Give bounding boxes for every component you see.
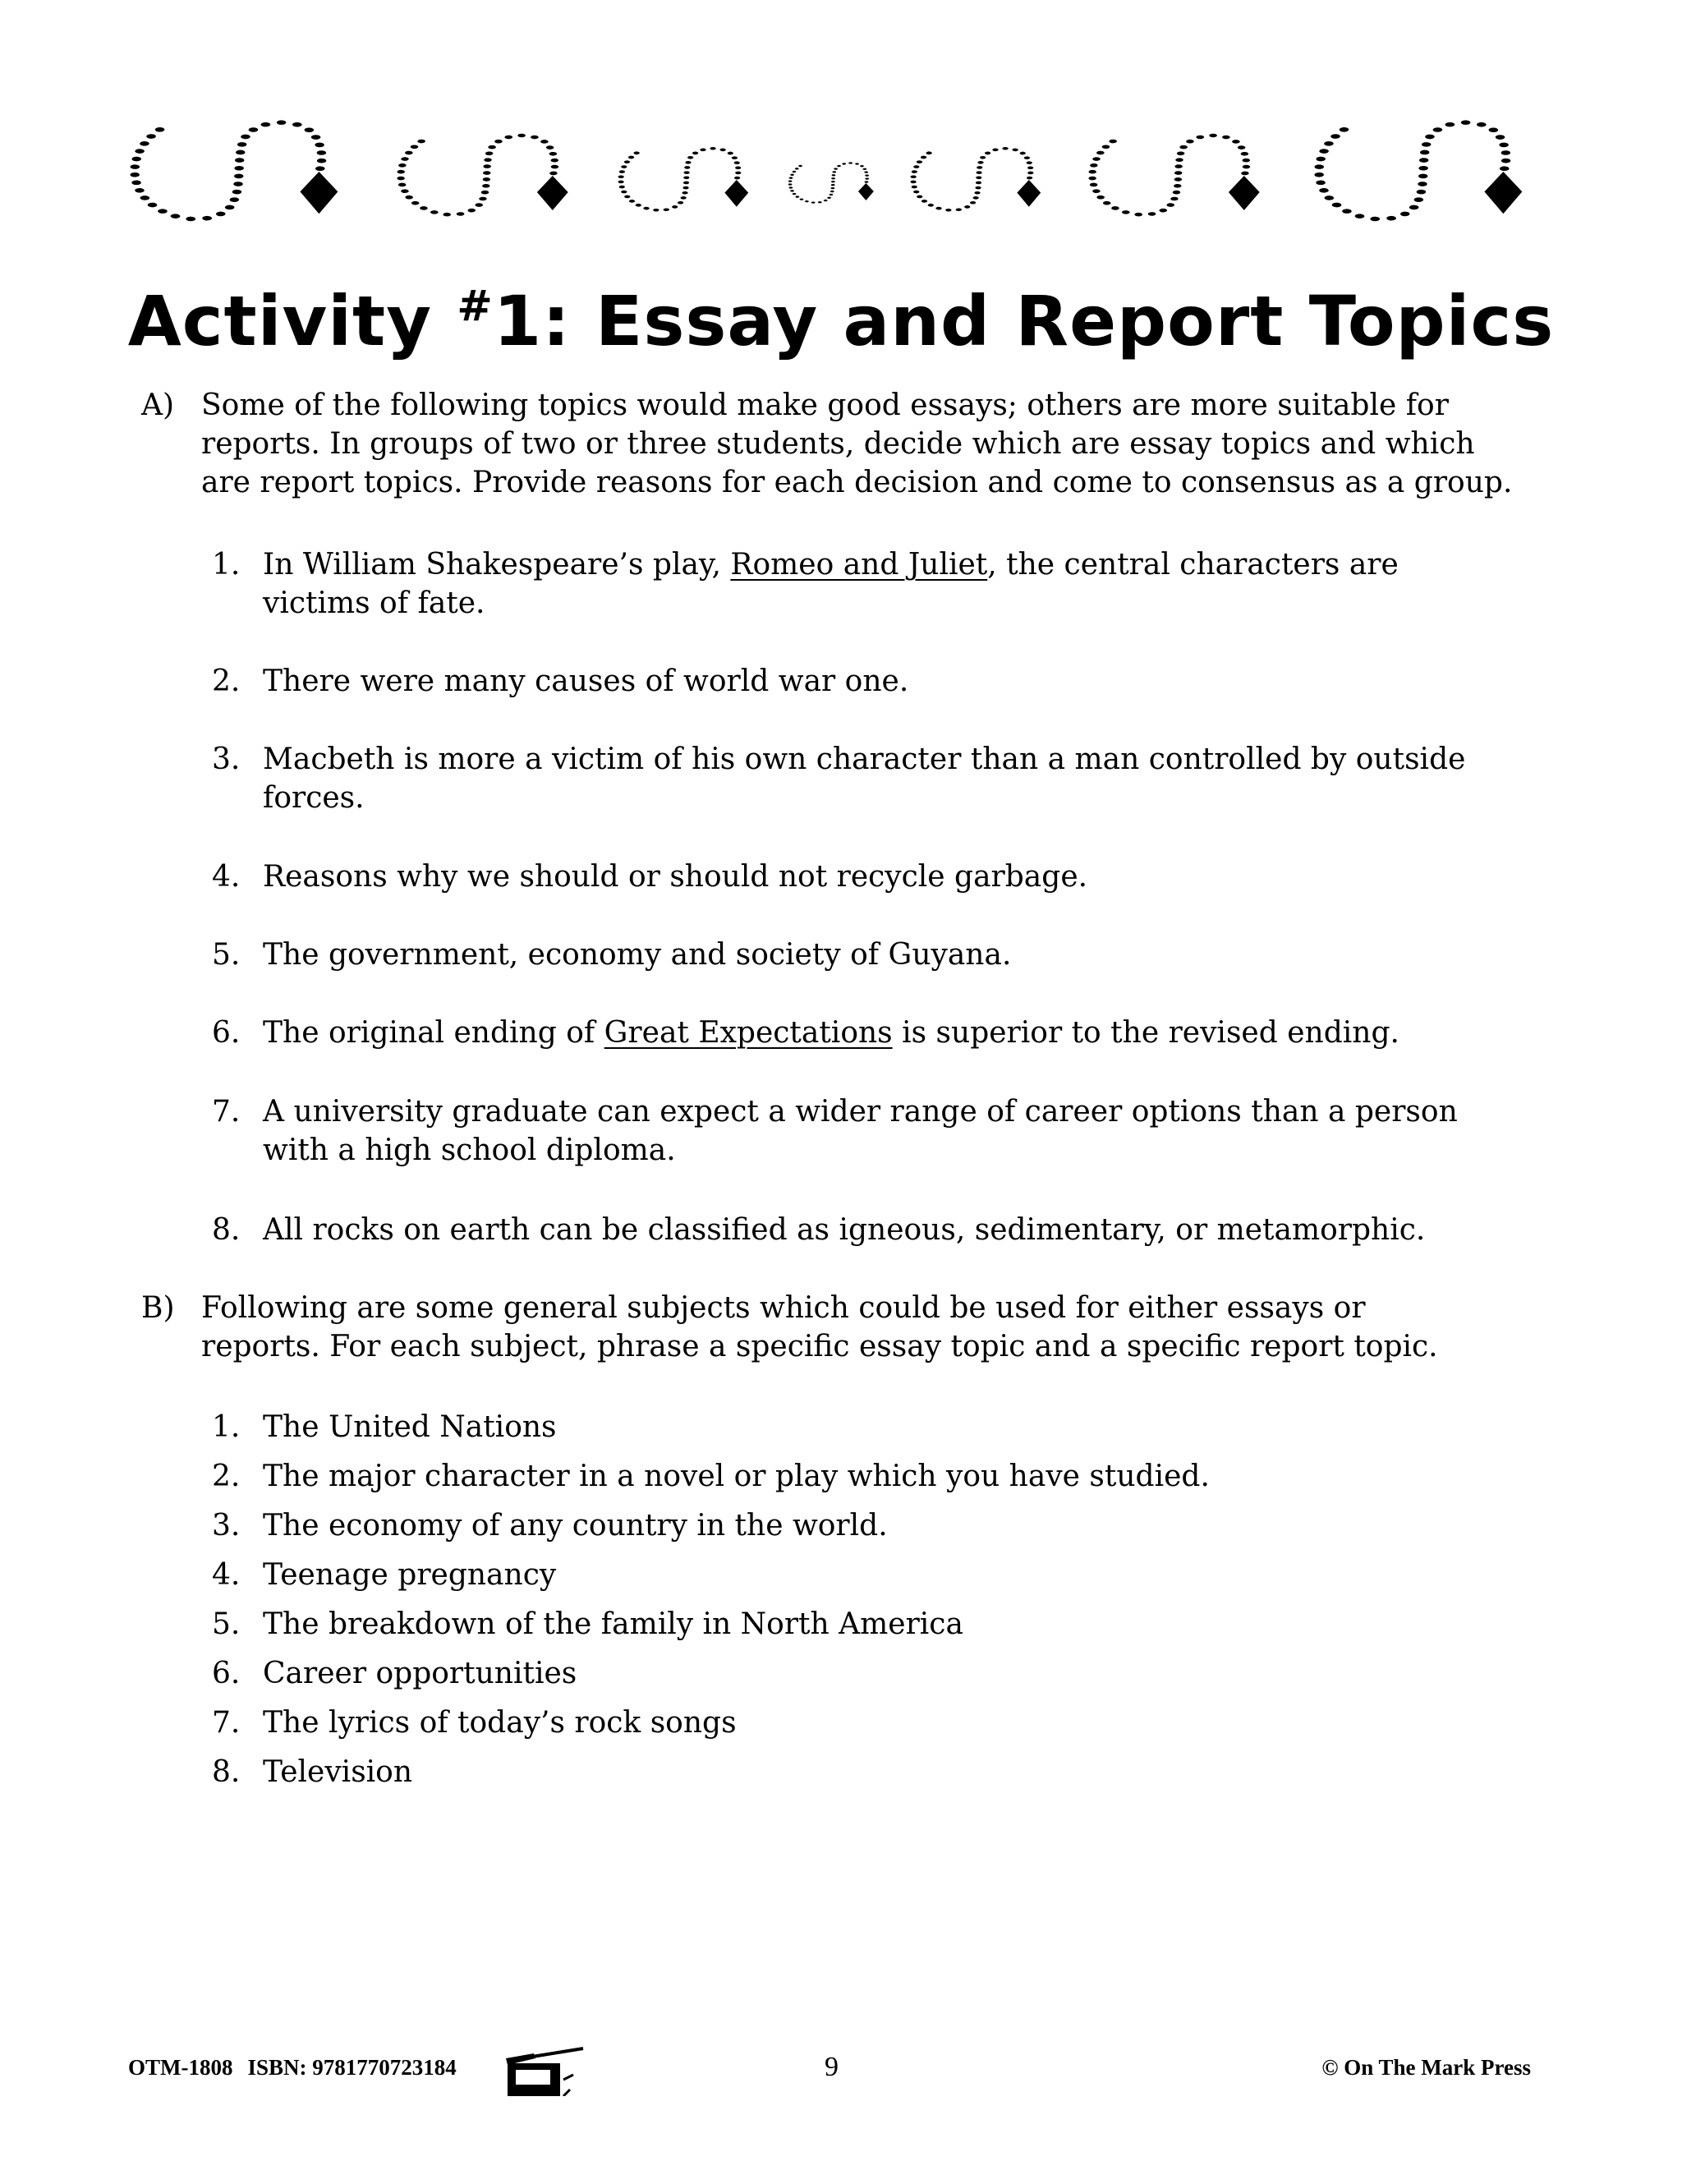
item-number: 5.: [212, 938, 241, 972]
item-text: The economy of any country in the world.: [263, 1509, 888, 1543]
decorative-border: [0, 115, 1682, 246]
item-text-line1: A university graduate can expect a wider range of career options than a person: [263, 1095, 1458, 1129]
item-text-line1: Macbeth is more a victim of his own character than a man controlled by outside: [263, 743, 1466, 776]
item-number: 4.: [212, 1558, 241, 1592]
item-text: Career opportunities: [263, 1657, 577, 1690]
item-text: [263, 545, 1399, 623]
section-a-label: A): [141, 389, 175, 422]
curve-2: [401, 136, 568, 214]
item-number: 5.: [212, 1607, 241, 1641]
item-number: 1.: [212, 548, 241, 582]
title-rest: 1: Essay and Report Topics: [493, 281, 1555, 361]
item-text: There were many causes of world war one.: [263, 664, 909, 698]
instruction-line: Some of the following topics would make good essays; others are more suitable for: [201, 389, 1449, 422]
item-number: 2.: [212, 664, 241, 698]
instruction-line: reports. In groups of two or three students, decide which are essay topics and which: [201, 427, 1475, 461]
item-text-line2: forces.: [263, 781, 365, 815]
section-a-instructions: [201, 386, 1548, 502]
item-text: Television: [263, 1755, 413, 1789]
item-number: 1.: [212, 1410, 241, 1444]
item-text: Reasons why we should or should not recycle garbage.: [263, 860, 1088, 894]
page-footer: [0, 2047, 1682, 2096]
item-number: 6.: [212, 1016, 241, 1050]
curve-1: [135, 122, 338, 219]
item-text: [263, 1014, 1399, 1052]
text-segment: is superior to the revised ending.: [892, 1016, 1399, 1050]
title-prefix: Activity: [127, 281, 457, 361]
text-segment: , the central characters are: [987, 548, 1399, 582]
underlined-title: Great Expectations: [604, 1016, 893, 1050]
curve-7: [1319, 122, 1522, 219]
item-text: The breakdown of the family in North America: [263, 1607, 963, 1641]
underlined-title: Romeo and Juliet: [730, 548, 988, 582]
page-number: 9: [825, 2052, 839, 2082]
item-text: Teenage pregnancy: [263, 1558, 557, 1592]
page-title: [0, 261, 1682, 366]
text-segment: The original ending of: [263, 1016, 604, 1050]
item-text: The major character in a novel or play which you have studied.: [263, 1460, 1210, 1493]
curve-3: [621, 149, 748, 210]
footer-publication-info: [128, 2055, 471, 2081]
item-number: 8.: [212, 1755, 241, 1789]
item-text: [263, 1092, 1458, 1170]
item-text: [263, 740, 1465, 817]
item-number: 7.: [212, 1095, 241, 1129]
curve-6: [1092, 136, 1260, 214]
photocopier-icon: [503, 2047, 593, 2096]
curve-4: [790, 163, 874, 202]
instruction-line: Following are some general subjects which could be used for either essays or: [201, 1291, 1366, 1325]
dotted-curve-icon: [0, 115, 1682, 246]
item-number: 2.: [212, 1460, 241, 1493]
text-segment: In William Shakespeare’s play,: [263, 548, 731, 582]
section-b-label: B): [141, 1291, 175, 1325]
curve-5: [913, 149, 1041, 210]
isbn: ISBN: 9781770723184: [247, 2055, 457, 2080]
item-number: 3.: [212, 1509, 241, 1543]
item-number: 7.: [212, 1706, 241, 1740]
item-text: The government, economy and society of Guyana.: [263, 938, 1012, 972]
instruction-line: are report topics. Provide reasons for each decision and come to consensus as a group.: [201, 466, 1513, 499]
item-number: 3.: [212, 743, 241, 776]
item-text-line2: victims of fate.: [263, 586, 485, 620]
item-text: All rocks on earth can be classified as igneous, sedimentary, or metamorphic.: [263, 1213, 1426, 1247]
title-hash: #: [457, 282, 494, 331]
item-number: 4.: [212, 860, 241, 894]
item-number: 6.: [212, 1657, 241, 1690]
instruction-line: reports. For each subject, phrase a specific essay topic and a specific report topic.: [201, 1330, 1438, 1363]
item-number: 8.: [212, 1213, 241, 1247]
item-text: The lyrics of today’s rock songs: [263, 1706, 737, 1740]
item-text: The United Nations: [263, 1410, 557, 1444]
copyright-notice: © On The Mark Press: [1321, 2055, 1531, 2080]
item-text-line2: with a high school diploma.: [263, 1133, 676, 1167]
product-code: OTM-1808: [128, 2055, 233, 2080]
section-b-instructions: [201, 1289, 1548, 1366]
